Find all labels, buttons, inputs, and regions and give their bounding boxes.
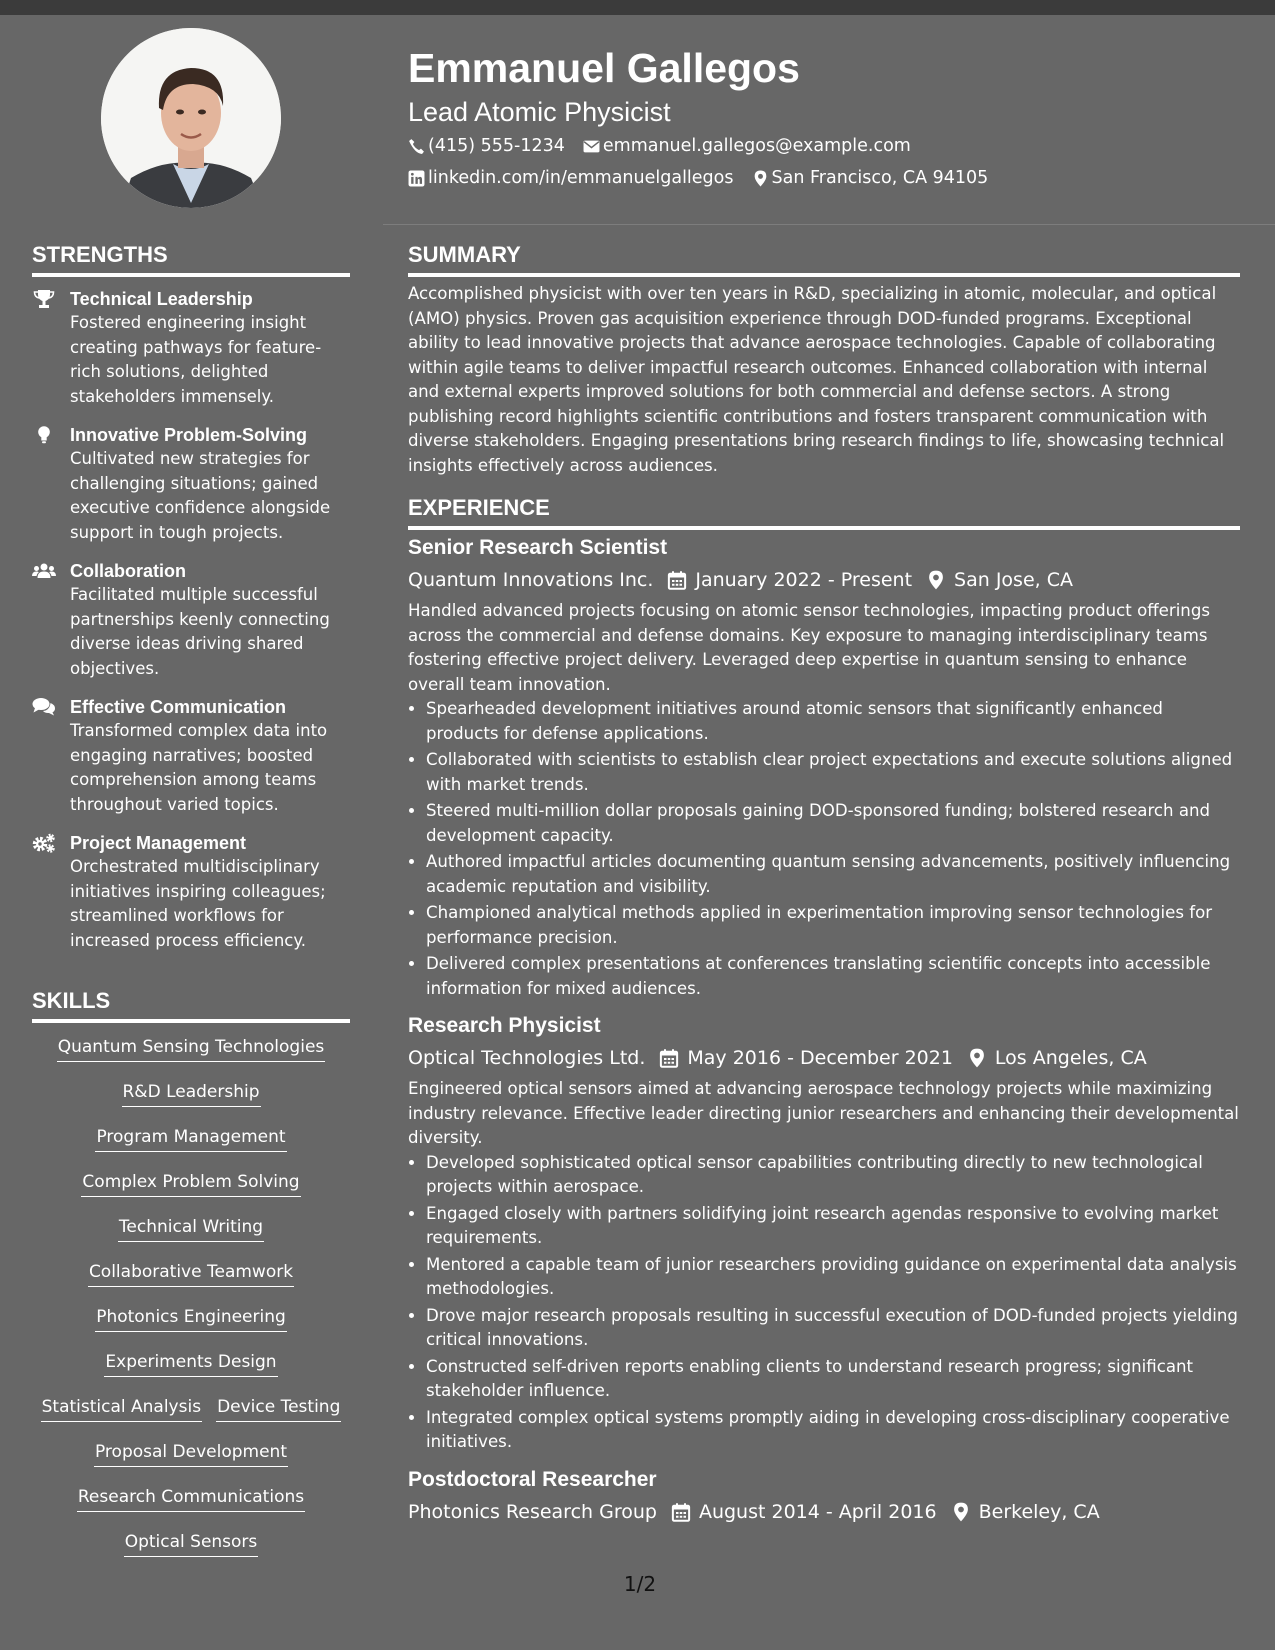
summary-text: Accomplished physicist with over ten years in R&D, specializing in atomic, molecular, and optical (AMO) physics. Proven gas acquisition experience through DOD-funded programs. Exceptional ability to lead innovative projects that advance aerospace technologies. Capable of collaborating within agile teams to deliver impactful research outcomes. Enhanced collaboration with internal and external experts improved solutions for both commercial and defense sectors. A strong publishing record highlights scientific contributions and fosters transparent communication with diverse stakeholders. Engaging presentations bring research findings to life, showcasing technical insights effectively across audiences.: [408, 284, 1225, 475]
job-description: Handled advanced projects focusing on atomic sensor technologies, impacting product offerings across the commercial and defense domains. Key exposure to managing interdisciplinary teams fostering effective project delivery. Leveraged deep expertise in quantum sensing to enhance overall team innovation.: [408, 601, 1211, 694]
calendar-icon: [659, 1048, 679, 1068]
strength-name: Effective Communication: [70, 697, 287, 717]
job-dates: May 2016 - December 2021: [687, 1047, 953, 1069]
job-bullet: • Integrated complex optical systems promptly aiding in developing cross-disciplinary cooperative initiatives.: [426, 1406, 1240, 1455]
skills-heading: SKILLS: [32, 986, 350, 1023]
skill-tag: Experiments Design: [104, 1350, 277, 1377]
job-bullet: • Constructed self-driven reports enabling clients to understand research progress; significant stakeholder influence.: [426, 1355, 1240, 1404]
users-icon: [32, 559, 70, 681]
strengths-heading: STRENGTHS: [32, 240, 350, 277]
job-role: Research Physicist: [408, 1014, 601, 1037]
job-entry: [408, 1011, 1240, 1455]
job-bullet: • Steered multi-million dollar proposals gaining DOD-sponsored funding; bolstered research and development capacity.: [426, 799, 1240, 848]
skill-tag: Quantum Sensing Technologies: [57, 1035, 326, 1062]
strength-description: Orchestrated multidisciplinary initiatives inspiring colleagues; streamlined workflows for increased process efficiency.: [70, 857, 326, 950]
job-bullet: • Engaged closely with partners solidifying joint research agendas responsive to evolving market requirements.: [426, 1202, 1240, 1251]
job-role: Senior Research Scientist: [408, 536, 668, 559]
job-bullet: • Delivered complex presentations at conferences translating scientific concepts into accessible information for mixed audiences.: [426, 952, 1240, 1001]
strengths-list: [32, 287, 352, 967]
job-description: Engineered optical sensors aimed at advancing aerospace technology projects while maximizing industry relevance. Effective leader directing junior researchers and enhancing their developmental diversity.: [408, 1079, 1239, 1147]
job-bullet: • Developed sophisticated optical sensor capabilities contributing directly to new technological projects within aerospace.: [426, 1151, 1240, 1200]
job-bullet: • Championed analytical methods applied in experimentation improving sensor technologies for performance precision.: [426, 901, 1240, 950]
profile-photo: [101, 28, 281, 208]
skill-tag: Optical Sensors: [124, 1530, 259, 1557]
experience-heading: EXPERIENCE: [408, 493, 1240, 530]
job-location: San Jose, CA: [954, 569, 1073, 591]
strength-item: [32, 559, 352, 681]
strength-description: Fostered engineering insight creating pathways for feature-rich solutions, delighted stakeholders immensely.: [70, 313, 322, 406]
job-bullets: [408, 697, 1240, 1001]
job-meta: [408, 1497, 1240, 1527]
strength-item: [32, 423, 352, 545]
job-company: Optical Technologies Ltd.: [408, 1047, 646, 1069]
job-entry: [408, 533, 1240, 1001]
comments-icon: [32, 695, 70, 817]
job-bullet: • Drove major research proposals resulting in successful execution of DOD-funded projects yielding critical innovations.: [426, 1304, 1240, 1353]
gears-icon: [32, 831, 70, 953]
job-bullet: • Authored impactful articles documenting quantum sensing advancements, positively influencing academic reputation and visibility.: [426, 850, 1240, 899]
strength-name: Innovative Problem-Solving: [70, 425, 308, 445]
skills-list: [32, 1035, 350, 1575]
skill-tag: Statistical Analysis: [41, 1395, 202, 1422]
linkedin-icon: [408, 170, 425, 187]
job-company: Quantum Innovations Inc.: [408, 569, 654, 591]
email-link[interactable]: emmanuel.gallegos@example.com: [602, 136, 911, 156]
strength-name: Project Management: [70, 833, 247, 853]
job-company: Photonics Research Group: [408, 1500, 657, 1523]
summary-heading: SUMMARY: [408, 240, 1240, 277]
phone-number[interactable]: (415) 555-1234: [428, 136, 565, 156]
job-location: Los Angeles, CA: [994, 1047, 1147, 1069]
envelope-icon: [583, 138, 600, 155]
job-bullet: • Mentored a capable team of junior researchers providing guidance on experimental data analysis methodologies.: [426, 1253, 1240, 1302]
location-pin-icon: [752, 170, 769, 187]
candidate-title: Lead Atomic Physicist: [408, 97, 671, 127]
job-entry: [408, 1465, 1240, 1527]
strength-name: Collaboration: [70, 561, 186, 581]
location-pin-icon: [951, 1502, 971, 1522]
summary-section: [408, 282, 1240, 478]
skill-tag: Proposal Development: [94, 1440, 288, 1467]
strength-description: Transformed complex data into engaging narratives; boosted comprehension among teams throughout varied topics.: [70, 721, 328, 814]
strength-description: Cultivated new strategies for challenging situations; gained executive confidence alongside support in tough projects.: [70, 449, 331, 542]
location-pin-icon: [926, 570, 946, 590]
strength-item: [32, 695, 352, 817]
calendar-icon: [671, 1502, 691, 1522]
skill-tag: R&D Leadership: [122, 1080, 261, 1107]
candidate-name: Emmanuel Gallegos: [408, 45, 800, 91]
experience-section: [408, 533, 1240, 1531]
strength-description: Facilitated multiple successful partnerships keenly connecting diverse ideas driving shared objectives.: [70, 585, 330, 678]
lightbulb-icon: [32, 423, 70, 545]
skill-tag: Collaborative Teamwork: [88, 1260, 294, 1287]
strength-item: [32, 831, 352, 953]
strength-item: [32, 287, 352, 409]
skill-tag: Research Communications: [77, 1485, 305, 1512]
skill-tag: Program Management: [95, 1125, 286, 1152]
linkedin-link[interactable]: linkedin.com/in/emmanuelgallegos: [428, 168, 734, 188]
calendar-icon: [667, 570, 687, 590]
job-bullet: • Collaborated with scientists to establish clear project expectations and execute solutions aligned with market trends.: [426, 748, 1240, 797]
location-text: San Francisco, CA 94105: [771, 168, 989, 188]
job-location: Berkeley, CA: [978, 1500, 1100, 1523]
job-dates: August 2014 - April 2016: [698, 1500, 937, 1523]
skill-tag: Complex Problem Solving: [81, 1170, 300, 1197]
contact-row-1: [408, 133, 911, 159]
page-number: 1/2: [623, 1572, 657, 1596]
phone-icon: [408, 138, 425, 155]
header-divider: [383, 224, 1275, 225]
location-pin-icon: [967, 1048, 987, 1068]
job-bullet: • Spearheaded development initiatives around atomic sensors that significantly enhanced products for defense applications.: [426, 697, 1240, 746]
job-bullets: [408, 1151, 1240, 1455]
job-dates: January 2022 - Present: [695, 569, 913, 591]
skill-tag: Device Testing: [216, 1395, 341, 1422]
contact-row-2: [408, 165, 988, 191]
skill-tag: Photonics Engineering: [95, 1305, 287, 1332]
top-bar: [0, 0, 1275, 15]
job-role: Postdoctoral Researcher: [408, 1467, 657, 1491]
strength-name: Technical Leadership: [70, 289, 253, 309]
trophy-icon: [32, 287, 70, 409]
skill-tag: Technical Writing: [118, 1215, 264, 1242]
job-meta: [408, 565, 1240, 595]
job-meta: [408, 1043, 1240, 1073]
